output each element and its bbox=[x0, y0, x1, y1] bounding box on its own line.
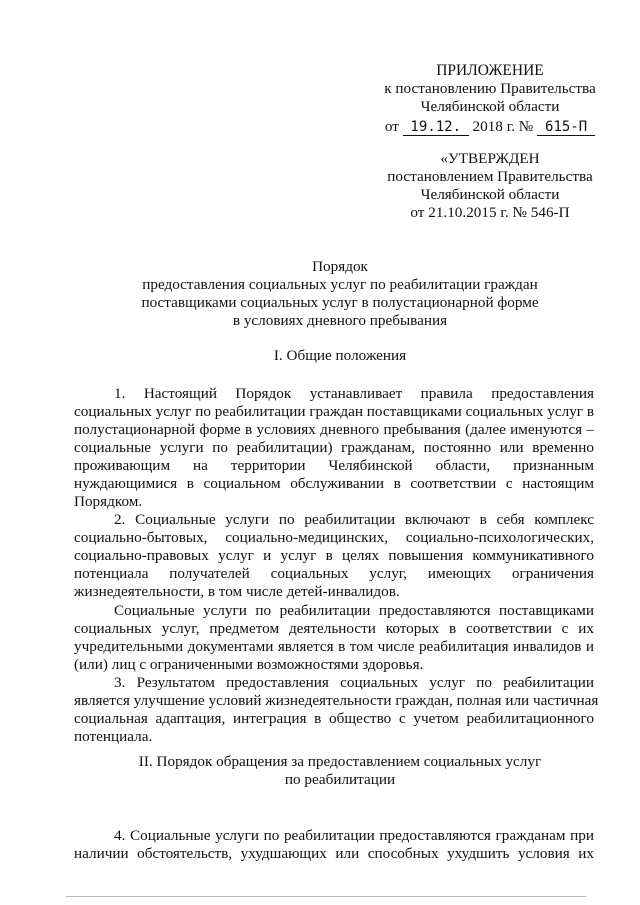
paragraph-line: нуждающимися в социальном обслуживании в соответствии с настоящим bbox=[74, 475, 594, 492]
paragraph-line: 4. Социальные услуги по реабилитации предоставляются гражданам при bbox=[114, 827, 594, 844]
paragraph-2 bbox=[74, 511, 594, 601]
paragraph-line: 2. Социальные услуги по реабилитации включают в себя комплекс bbox=[114, 511, 594, 528]
paragraph-line: потенциала получателей социальных услуг, имеющих ограничения bbox=[74, 565, 594, 582]
paragraph-line: является улучшение условий жизнедеятельности граждан, полная или частичная bbox=[74, 692, 599, 709]
paragraph-line: социальных услуг по реабилитации граждан поставщиками социальных услуг в bbox=[74, 403, 594, 420]
paragraph-line: (или) лиц с ограниченными возможностями здоровья. bbox=[74, 656, 424, 673]
title-heading: Порядок bbox=[312, 258, 368, 275]
appendix-title: ПРИЛОЖЕНИЕ bbox=[436, 62, 544, 79]
paragraph-line: 3. Результатом предоставления социальных услуг по реабилитации bbox=[114, 674, 594, 691]
paragraph-line: социальные услуги по реабилитации) гражданам, постоянно или временно bbox=[74, 439, 594, 456]
title-line-3: в условиях дневного пребывания bbox=[232, 312, 448, 329]
paragraph-line: проживающим на территории Челябинской области, признанным bbox=[74, 457, 594, 474]
approved-line-2: постановлением Правительства bbox=[387, 168, 593, 185]
appendix-line-2: Челябинской области bbox=[420, 98, 560, 115]
appendix-date-line bbox=[380, 118, 600, 136]
appendix-header bbox=[380, 62, 600, 136]
section-2-heading-block bbox=[80, 753, 600, 789]
document-number: 615-П bbox=[537, 119, 595, 136]
paragraph-line: потенциала. bbox=[74, 728, 153, 745]
paragraph-5 bbox=[74, 827, 594, 863]
approved-line-3: Челябинской области bbox=[420, 186, 560, 203]
title-line-2: поставщиками социальных услуг в полустационарной форме bbox=[141, 294, 539, 311]
paragraph-line: социально-бытовых, социально-медицинских, социально-психологических, bbox=[74, 529, 594, 546]
section-1-heading-block bbox=[80, 347, 600, 365]
section-2-heading-line-2: по реабилитации bbox=[284, 771, 396, 788]
paragraph-1 bbox=[74, 385, 594, 511]
year-text: 2018 г. № bbox=[472, 118, 534, 135]
paragraph-line: учредительными документами является в том числе реабилитация инвалидов и bbox=[74, 638, 594, 655]
title-line-1: предоставления социальных услуг по реабилитации граждан bbox=[142, 276, 538, 293]
paragraph-line: 1. Настоящий Порядок устанавливает правила предоставления bbox=[114, 385, 594, 402]
paragraph-line: Социальные услуги по реабилитации предоставляются поставщиками bbox=[114, 602, 594, 619]
paragraph-line: социальных услуг, предметом деятельности которых в соответствии с их bbox=[74, 620, 594, 637]
approved-line-4: от 21.10.2015 г. № 546-П bbox=[410, 204, 570, 221]
paragraph-line: наличии обстоятельств, ухудшающих или способных ухудшить условия их bbox=[74, 845, 594, 862]
paragraph-line: полустационарной форме в условиях дневного пребывания (далее именуются – bbox=[74, 421, 594, 438]
page-bottom-rule bbox=[66, 896, 586, 897]
date-prefix: от bbox=[384, 118, 399, 135]
date-value: 19.12. bbox=[403, 119, 469, 136]
paragraph-4 bbox=[74, 674, 599, 746]
approved-line-1: «УТВЕРЖДЕН bbox=[440, 150, 540, 167]
paragraph-line: социально-правовых услуг и услуг в целях повышения коммуникативного bbox=[74, 547, 594, 564]
appendix-line-1: к постановлению Правительства bbox=[384, 80, 596, 97]
section-2-heading-line-1: II. Порядок обращения за предоставлением социальных услуг bbox=[138, 753, 542, 770]
paragraph-line: социальная адаптация, интеграция в общество с учетом реабилитационного bbox=[74, 710, 594, 727]
paragraph-3 bbox=[74, 602, 594, 674]
section-1-heading: I. Общие положения bbox=[273, 347, 407, 364]
document-title bbox=[80, 258, 600, 330]
approved-block bbox=[380, 150, 600, 222]
paragraph-line: жизнедеятельности, в том числе детей-инвалидов. bbox=[74, 583, 400, 600]
paragraph-line: Порядком. bbox=[74, 493, 143, 510]
